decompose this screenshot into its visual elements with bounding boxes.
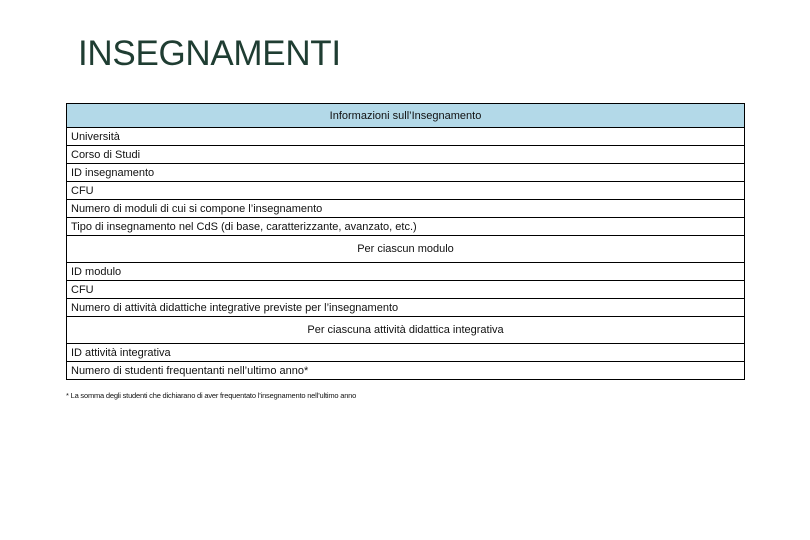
- table-row: [67, 362, 745, 380]
- table-row: [67, 164, 745, 182]
- row-id-modulo: ID modulo: [67, 263, 745, 281]
- row-cfu-modulo: CFU: [67, 281, 745, 299]
- table-row: [67, 128, 745, 146]
- row-id-attivita: ID attività integrativa: [67, 344, 745, 362]
- table-row: [67, 218, 745, 236]
- table-row: [67, 182, 745, 200]
- row-numero-attivita: Numero di attività didattiche integrative previste per l’insegnamento: [67, 299, 745, 317]
- row-tipo-insegnamento: Tipo di insegnamento nel CdS (di base, caratterizzante, avanzato, etc.): [67, 218, 745, 236]
- page-title: INSEGNAMENTI: [78, 34, 341, 73]
- row-id-insegnamento: ID insegnamento: [67, 164, 745, 182]
- table-row: [67, 344, 745, 362]
- section-activity-label: Per ciascuna attività didattica integrativa: [67, 317, 745, 344]
- row-numero-studenti: Numero di studenti frequentanti nell’ultimo anno*: [67, 362, 745, 380]
- row-numero-moduli: Numero di moduli di cui si compone l’insegnamento: [67, 200, 745, 218]
- table-row: [67, 263, 745, 281]
- row-universita: Università: [67, 128, 745, 146]
- row-corso-di-studi: Corso di Studi: [67, 146, 745, 164]
- table-header: Informazioni sull’Insegnamento: [67, 104, 745, 128]
- table-row: [67, 146, 745, 164]
- section-row: [67, 236, 745, 263]
- row-cfu: CFU: [67, 182, 745, 200]
- table-row: [67, 299, 745, 317]
- section-row: [67, 317, 745, 344]
- table-row: [67, 281, 745, 299]
- footnote: * La somma degli studenti che dichiarano di aver frequentato l’insegnamento nell’ultimo anno: [66, 391, 357, 400]
- info-table: [66, 103, 745, 380]
- table-header-row: [67, 104, 745, 128]
- table-row: [67, 200, 745, 218]
- section-module-label: Per ciascun modulo: [67, 236, 745, 263]
